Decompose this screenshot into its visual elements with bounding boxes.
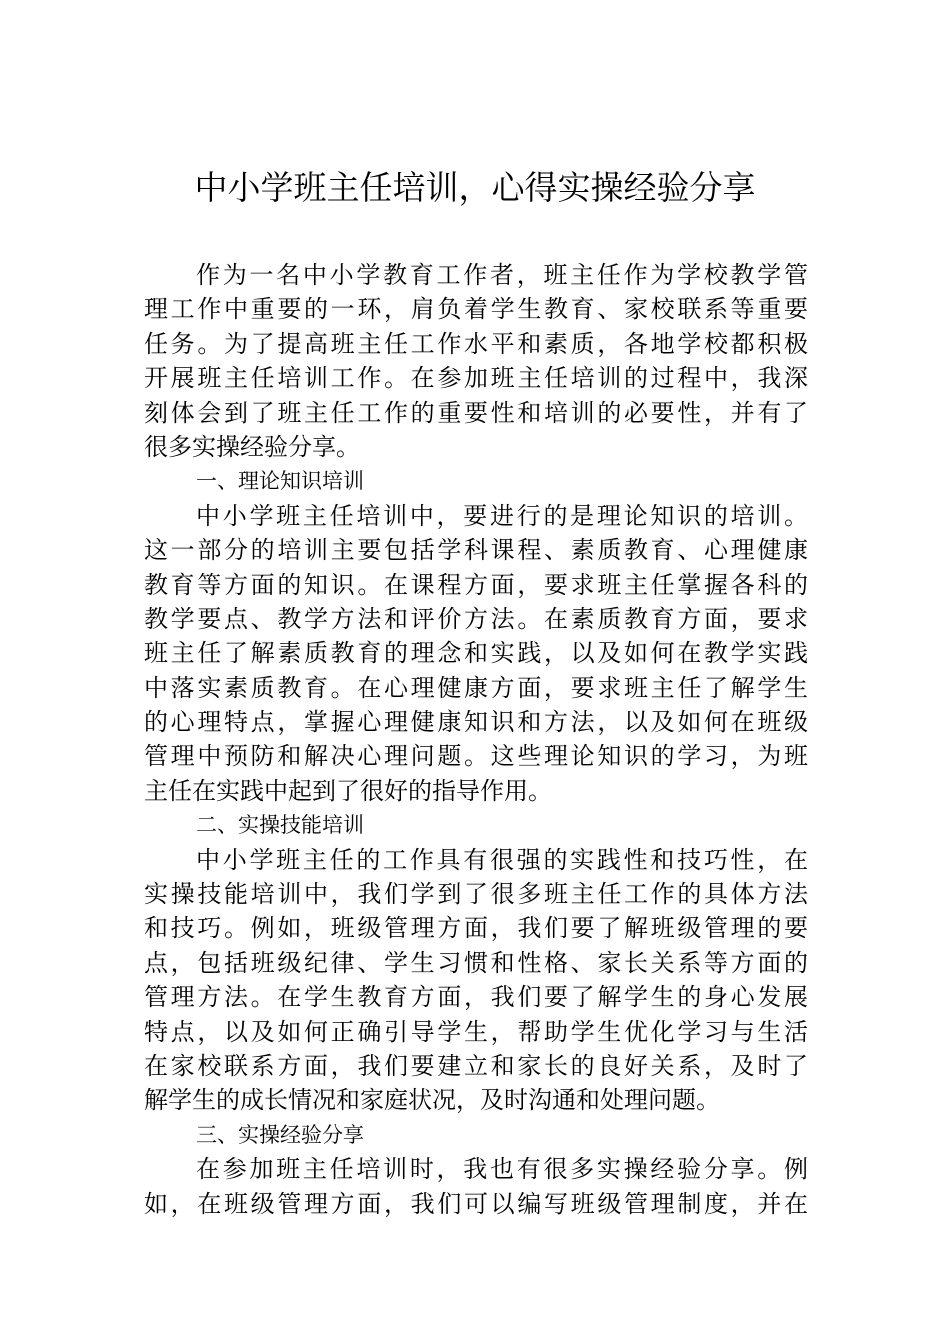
document-body [144, 258, 808, 1221]
paragraph-line: 管理中预防和解决心理问题。这些理论知识的学习，为班 [144, 742, 808, 771]
paragraph-line: 在家校联系方面，我们要建立和家长的良好关系，及时了 [144, 1051, 808, 1080]
paragraph-line: 任务。为了提高班主任工作水平和素质，各地学校都积极 [144, 329, 808, 358]
paragraph-line: 刻体会到了班主任工作的重要性和培训的必要性，并有了 [144, 398, 808, 427]
paragraph-line: 班主任了解素质教育的理念和实践，以及如何在教学实践 [144, 639, 808, 668]
paragraph-line: 中落实素质教育。在心理健康方面，要求班主任了解学生 [144, 673, 808, 702]
paragraph-line: 特点，以及如何正确引导学生，帮助学生优化学习与生活 [144, 1017, 808, 1046]
paragraph-line: 教学要点、教学方法和评价方法。在素质教育方面，要求 [144, 604, 808, 633]
paragraph-line: 很多实操经验分享。 [144, 432, 360, 461]
paragraph-line: 在参加班主任培训时，我也有很多实操经验分享。例 [196, 1155, 808, 1184]
paragraph-line: 作为一名中小学教育工作者，班主任作为学校教学管 [196, 261, 808, 289]
section-heading: 一、理论知识培训 [196, 469, 364, 494]
document-title: 中小学班主任培训，心得实操经验分享 [194, 168, 756, 207]
paragraph-line: 解学生的成长情况和家庭状况，及时沟通和处理问题。 [144, 1086, 720, 1115]
paragraph-line: 中小学班主任的工作具有很强的实践性和技巧性，在 [196, 845, 808, 874]
paragraph-line: 实操技能培训中，我们学到了很多班主任工作的具体方法 [144, 880, 808, 909]
paragraph-line: 管理方法。在学生教育方面，我们要了解学生的身心发展 [144, 983, 808, 1012]
paragraph-line: 教育等方面的知识。在课程方面，要求班主任掌握各科的 [144, 570, 808, 599]
paragraph-line: 的心理特点，掌握心理健康知识和方法，以及如何在班级 [144, 708, 808, 737]
paragraph-line: 中小学班主任培训中，要进行的是理论知识的培训。 [196, 501, 808, 530]
section-heading: 二、实操技能培训 [196, 813, 364, 838]
section-heading: 三、实操经验分享 [196, 1122, 364, 1147]
paragraph-line: 理工作中重要的一环，肩负着学生教育、家校联系等重要 [144, 295, 808, 324]
paragraph-line: 如，在班级管理方面，我们可以编写班级管理制度，并在 [144, 1189, 808, 1218]
paragraph-line: 主任在实践中起到了很好的指导作用。 [144, 776, 552, 805]
paragraph-line: 开展班主任培训工作。在参加班主任培训的过程中，我深 [144, 364, 808, 393]
paragraph-line: 和技巧。例如，班级管理方面，我们要了解班级管理的要 [144, 914, 808, 943]
paragraph-line: 点，包括班级纪律、学生习惯和性格、家长关系等方面的 [144, 948, 808, 977]
paragraph-line: 这一部分的培训主要包括学科课程、素质教育、心理健康 [144, 536, 808, 565]
